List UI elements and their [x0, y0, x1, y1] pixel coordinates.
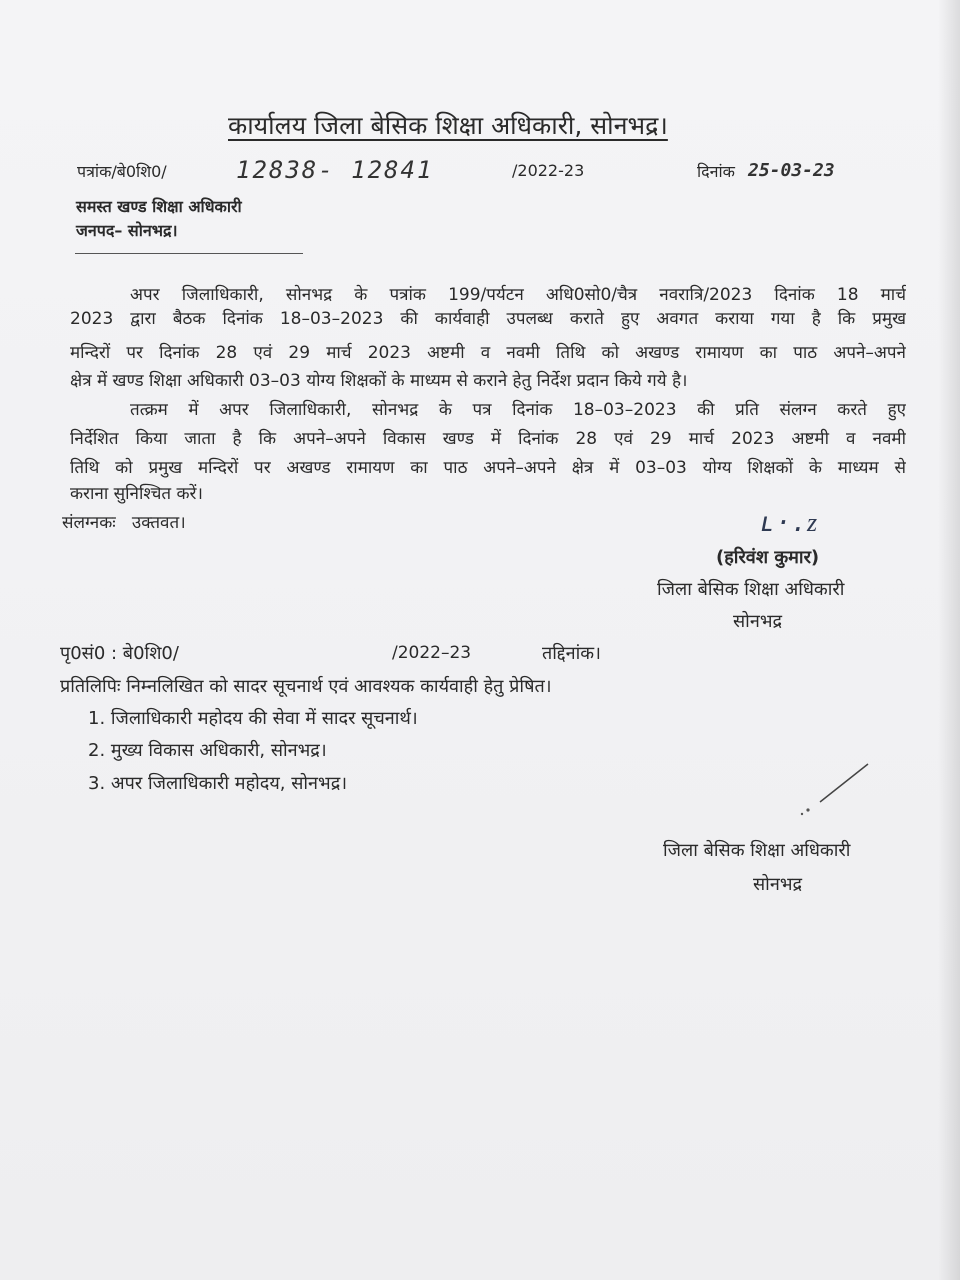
date-handwritten: 25-03-23: [748, 160, 835, 181]
ref-year: /2022-23: [512, 161, 585, 180]
body-para2-line4: कराना सुनिश्चित करें।: [70, 484, 203, 504]
office-title: कार्यालय जिला बेसिक शिक्षा अधिकारी, सोनभद्र।: [228, 111, 668, 140]
date-label: दिनांक: [697, 162, 735, 181]
body-para1-line3: मन्दिरों पर दिनांक 28 एवं 29 मार्च 2023 अष्टमी व नवमी तिथि को अखण्ड रामायण का पाठ अपने–अपने: [70, 343, 906, 363]
copy-date: तद्दिनांक।: [542, 643, 601, 664]
officer-designation: जिला बेसिक शिक्षा अधिकारी: [657, 579, 845, 600]
body-para2-line1: तत्क्रम में अपर जिलाधिकारी, सोनभद्र के पत्र दिनांक 18–03–2023 की प्रति संलग्न करते हुए: [130, 400, 906, 420]
copy-item-3: 3. अपर जिलाधिकारी महोदय, सोनभद्र।: [88, 773, 348, 794]
signature-scribble: ʟ·.ᴢ: [760, 508, 818, 538]
addressee-line2: जनपद– सोनभद्र।: [76, 221, 178, 240]
officer-name: (हरिवंश कुमार): [716, 547, 820, 568]
copy-item-1: 1. जिलाधिकारी महोदय की सेवा में सादर सूचनार्थ।: [88, 708, 418, 729]
footer-place: सोनभद्र: [753, 874, 803, 895]
enclosure: संलग्नकः उक्तवत।: [62, 513, 186, 533]
body-para1-line1: अपर जिलाधिकारी, सोनभद्र के पत्रांक 199/पर्यटन अधि0सो0/चैत्र नवरात्रि/2023 दिनांक 18 मार्च: [130, 285, 906, 305]
footer-designation: जिला बेसिक शिक्षा अधिकारी: [663, 840, 851, 861]
body-para2-line2: निर्देशित किया जाता है कि अपने–अपने विकास खण्ड में दिनांक 28 एवं 29 मार्च 2023 अष्टमी व नवमी: [70, 429, 906, 449]
body-para2-line3: तिथि को प्रमुख मन्दिरों पर अखण्ड रामायण का पाठ अपने–अपने क्षेत्र में 03–03 योग्य शिक्षकों के माध्यम से: [70, 458, 906, 478]
addressee-underline: [75, 253, 303, 254]
initial-mark: [780, 758, 880, 818]
copy-intro: प्रतिलिपिः निम्नलिखित को सादर सूचनार्थ एवं आवश्यक कार्यवाही हेतु प्रेषित।: [60, 676, 552, 697]
copy-year: /2022–23: [392, 643, 472, 663]
body-para1-line4: क्षेत्र में खण्ड शिक्षा अधिकारी 03–03 योग्य शिक्षकों के माध्यम से कराने हेतु निर्देश प्रदान किये गये है।: [70, 371, 688, 391]
ref-number-handwritten: 12838- 12841: [236, 156, 434, 184]
officer-place: सोनभद्र: [733, 611, 783, 632]
page-edge-shadow: [938, 0, 960, 1280]
copy-item-2: 2. मुख्य विकास अधिकारी, सोनभद्र।: [88, 740, 327, 761]
copy-ref-label: पृ0सं0 : बे0शि0/: [60, 643, 179, 664]
ref-label: पत्रांक/बे0शि0/: [77, 162, 167, 181]
body-para1-line2: 2023 द्वारा बैठक दिनांक 18–03–2023 की कार्यवाही उपलब्ध कराते हुए अवगत कराया गया है कि प्रमुख: [70, 309, 906, 329]
addressee-line1: समस्त खण्ड शिक्षा अधिकारी: [76, 197, 242, 216]
